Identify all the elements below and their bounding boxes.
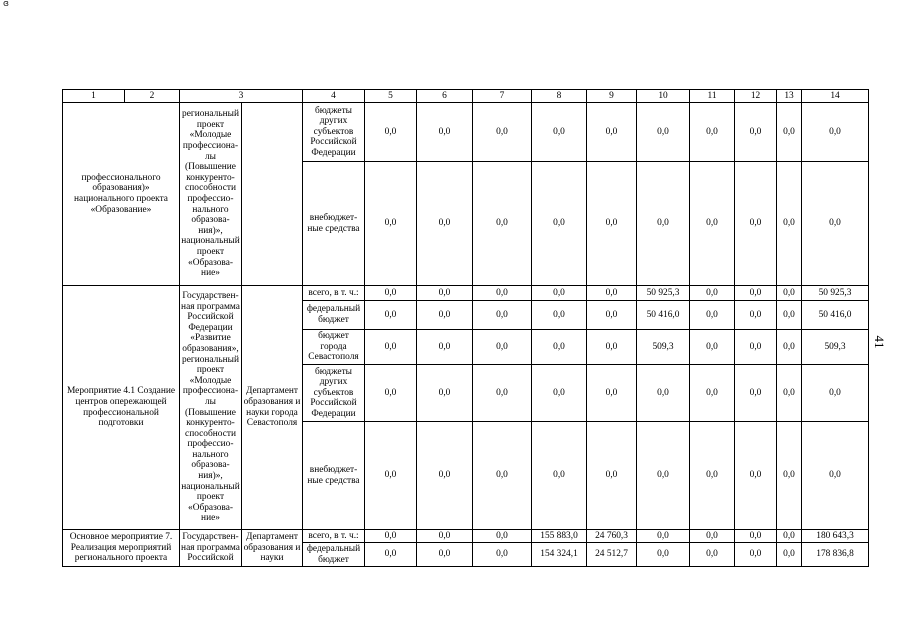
value-cell: 0,0 <box>735 530 777 543</box>
value-cell: 50 416,0 <box>637 301 690 330</box>
value-cell: 0,0 <box>417 543 473 567</box>
column-header: 5 <box>365 90 417 103</box>
value-cell: 0,0 <box>777 365 802 422</box>
value-cell: 0,0 <box>473 162 532 286</box>
value-cell: 0,0 <box>735 422 777 530</box>
value-cell: 0,0 <box>777 103 802 162</box>
value-cell: 0,0 <box>690 530 735 543</box>
value-cell: 0,0 <box>365 162 417 286</box>
funding-source-cell: бюджеты других субъектов Российской Федерации <box>303 103 365 162</box>
value-cell: 0,0 <box>587 103 637 162</box>
value-cell: 0,0 <box>532 286 587 301</box>
value-cell: 0,0 <box>365 286 417 301</box>
value-cell: 0,0 <box>587 330 637 365</box>
value-cell: 24 512,7 <box>587 543 637 567</box>
value-cell: 0,0 <box>735 543 777 567</box>
value-cell: 0,0 <box>473 103 532 162</box>
value-cell: 0,0 <box>690 103 735 162</box>
value-cell: 0,0 <box>417 530 473 543</box>
value-cell: 0,0 <box>532 103 587 162</box>
column-header: 14 <box>802 90 869 103</box>
value-cell: 0,0 <box>365 365 417 422</box>
value-cell: 0,0 <box>473 530 532 543</box>
column-header: 3 <box>180 90 303 103</box>
value-cell: 0,0 <box>417 286 473 301</box>
value-cell: 509,3 <box>802 330 869 365</box>
value-cell: 0,0 <box>365 330 417 365</box>
value-cell: 0,0 <box>777 286 802 301</box>
value-cell: 178 836,8 <box>802 543 869 567</box>
column-header-row <box>63 90 869 103</box>
value-cell: 0,0 <box>417 301 473 330</box>
column-header: 4 <box>303 90 365 103</box>
scan-corner-mark: ɞ <box>3 0 9 9</box>
program-cell: региональный проект «Молодые профессиона-лы (Повышение конкуренто-способности профессио-нального образова-ния)», национальный проект «Образова-ние» <box>180 103 242 286</box>
column-header: 1 <box>63 90 125 103</box>
value-cell: 0,0 <box>637 162 690 286</box>
column-header: 8 <box>532 90 587 103</box>
value-cell: 0,0 <box>473 365 532 422</box>
value-cell: 0,0 <box>690 365 735 422</box>
funding-source-cell: внебюджет-ные средства <box>303 422 365 530</box>
funding-source-cell: внебюджет-ные средства <box>303 162 365 286</box>
value-cell: 0,0 <box>637 103 690 162</box>
value-cell: 0,0 <box>735 301 777 330</box>
value-cell: 0,0 <box>417 365 473 422</box>
value-cell: 0,0 <box>777 301 802 330</box>
value-cell: 0,0 <box>637 530 690 543</box>
value-cell: 0,0 <box>777 422 802 530</box>
value-cell: 0,0 <box>735 330 777 365</box>
value-cell: 0,0 <box>777 543 802 567</box>
value-cell: 24 760,3 <box>587 530 637 543</box>
value-cell: 50 925,3 <box>802 286 869 301</box>
value-cell: 0,0 <box>365 103 417 162</box>
value-cell: 0,0 <box>690 543 735 567</box>
executor-cell: Департамент образования и науки города Севастополя <box>242 286 303 530</box>
column-header: 12 <box>735 90 777 103</box>
column-header: 2 <box>125 90 180 103</box>
value-cell: 0,0 <box>587 365 637 422</box>
value-cell: 0,0 <box>473 301 532 330</box>
value-cell: 0,0 <box>690 330 735 365</box>
value-cell: 0,0 <box>365 422 417 530</box>
value-cell: 0,0 <box>735 365 777 422</box>
value-cell: 509,3 <box>637 330 690 365</box>
value-cell: 50 925,3 <box>637 286 690 301</box>
value-cell: 0,0 <box>690 422 735 530</box>
value-cell: 0,0 <box>532 330 587 365</box>
value-cell: 0,0 <box>637 543 690 567</box>
value-cell: 50 416,0 <box>802 301 869 330</box>
page-number: 41 <box>872 335 887 349</box>
value-cell: 0,0 <box>532 365 587 422</box>
budget-table <box>62 89 869 567</box>
value-cell: 0,0 <box>690 162 735 286</box>
executor-cell <box>242 103 303 286</box>
value-cell: 0,0 <box>802 365 869 422</box>
value-cell: 0,0 <box>587 286 637 301</box>
funding-source-cell: бюджеты других субъектов Российской Федерации <box>303 365 365 422</box>
value-cell: 155 883,0 <box>532 530 587 543</box>
program-cell: Государствен-ная программа Российской Федерации «Развитие образования», региональный проект «Молодые профессиона-лы (Повышение конкуренто-способности профессио-нального образова-ния)», национальный проект «Образова-ние» <box>180 286 242 530</box>
value-cell: 0,0 <box>802 162 869 286</box>
table-row <box>63 103 869 162</box>
funding-source-cell: всего, в т. ч.: <box>303 530 365 543</box>
value-cell: 0,0 <box>802 422 869 530</box>
value-cell: 0,0 <box>365 543 417 567</box>
program-cell: Государствен-ная программа Российской <box>180 530 242 567</box>
value-cell: 0,0 <box>587 301 637 330</box>
value-cell: 0,0 <box>777 330 802 365</box>
value-cell: 0,0 <box>637 365 690 422</box>
activity-name-cell: профессионального образования)» национального проекта «Образование» <box>63 103 180 286</box>
value-cell: 0,0 <box>473 422 532 530</box>
value-cell: 0,0 <box>417 422 473 530</box>
value-cell: 0,0 <box>587 162 637 286</box>
value-cell: 0,0 <box>417 103 473 162</box>
value-cell: 0,0 <box>587 422 637 530</box>
column-header: 7 <box>473 90 532 103</box>
value-cell: 0,0 <box>473 286 532 301</box>
value-cell: 0,0 <box>532 301 587 330</box>
value-cell: 0,0 <box>637 422 690 530</box>
table-row <box>63 286 869 301</box>
value-cell: 0,0 <box>532 162 587 286</box>
value-cell: 0,0 <box>735 103 777 162</box>
value-cell: 0,0 <box>735 162 777 286</box>
value-cell: 0,0 <box>365 530 417 543</box>
activity-name-cell: Мероприятие 4.1 Создание центров опережающей профессиональной подготовки <box>63 286 180 530</box>
value-cell: 0,0 <box>735 286 777 301</box>
funding-source-cell: федеральный бюджет <box>303 543 365 567</box>
column-header: 11 <box>690 90 735 103</box>
value-cell: 0,0 <box>690 301 735 330</box>
funding-source-cell: федеральный бюджет <box>303 301 365 330</box>
value-cell: 0,0 <box>365 301 417 330</box>
value-cell: 0,0 <box>473 330 532 365</box>
value-cell: 154 324,1 <box>532 543 587 567</box>
value-cell: 0,0 <box>777 530 802 543</box>
column-header: 10 <box>637 90 690 103</box>
executor-cell: Департамент образования и науки <box>242 530 303 567</box>
value-cell: 0,0 <box>473 543 532 567</box>
column-header: 6 <box>417 90 473 103</box>
value-cell: 0,0 <box>532 422 587 530</box>
value-cell: 0,0 <box>690 286 735 301</box>
column-header: 9 <box>587 90 637 103</box>
funding-source-cell: всего, в т. ч.: <box>303 286 365 301</box>
value-cell: 180 643,3 <box>802 530 869 543</box>
table-row <box>63 530 869 543</box>
funding-source-cell: бюджет города Севастополя <box>303 330 365 365</box>
value-cell: 0,0 <box>417 162 473 286</box>
value-cell: 0,0 <box>802 103 869 162</box>
value-cell: 0,0 <box>777 162 802 286</box>
activity-name-cell: Основное мероприятие 7. Реализация мероприятий регионального проекта <box>63 530 180 567</box>
value-cell: 0,0 <box>417 330 473 365</box>
column-header: 13 <box>777 90 802 103</box>
